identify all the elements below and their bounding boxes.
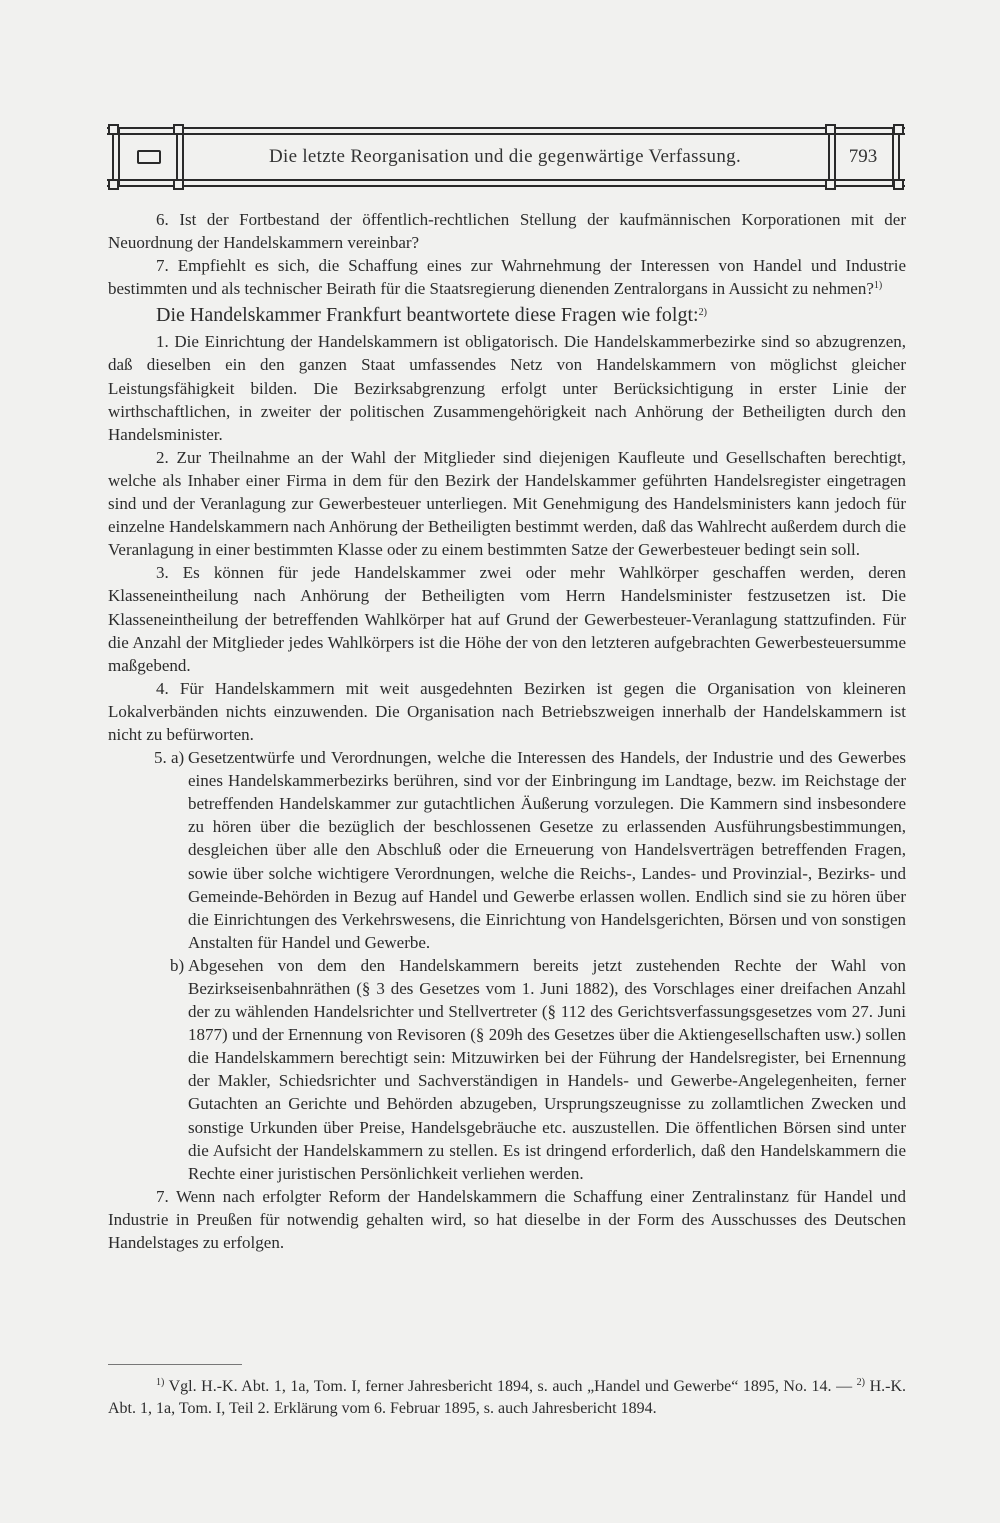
answer-1: 1. Die Einrichtung der Handelskammern ist obligatorisch. Die Handelskammerbezirke sind so abzugrenzen, daß dieselben ein den ganzen Staat umfassendes Netz von Handelskammern von möglichst gleicher Leistungsfähigkeit bilden. Die Bezirksabgrenzung erfolgt unter Berücksichtigung in erster Linie der wirthschaftlichen, in zweiter der politischen Zusammengehörigkeit nach Anhörung der Betheiligten durch den Handelsminister. (108, 332, 906, 444)
footnote-divider (108, 1364, 242, 1365)
footnote-ref-1: 1) (873, 280, 883, 292)
answer-5a (108, 746, 906, 954)
answer-intro-text: Die Handelskammer Frankfurt beantwortete diese Fragen wie folgt: (156, 304, 699, 327)
footnote-2-mark: 2) (856, 1377, 866, 1388)
answer-5a-label: 5. a) (154, 748, 185, 768)
answer-5a-text: Gesetzentwürfe und Verordnungen, welche die Interessen des Handels, der Industrie und des Gewerbes eines Handelskammerbezirks berühren, sind vor der Einbringung im Landtage, bezw. im Reichstage der betreffenden Handelskammer zur gutachtlichen Äußerung vorzulegen. Die Kammern sind insbesondere zu hören über die bezüglich der beschlossenen Gesetze zu erlassenden Ausführungsbestimmungen, desgleichen über alle den Abschluß oder die Erneuerung von Handelsverträgen betreffenden Fragen, sowie über solche wichtigere Verordnungen, welche die Reichs-, Landes- und Provinzial-, Bezirks- und Gemeinde-Behörden in Bezug auf Handel und Gewerbe erlassen wollen. Endlich sind sie zu hören über die Einrichtungen des Verkehrswesens, die Einrichtung von Handelsgerichten, Börsen und von sonstigen Anstalten für Handel und Gewerbe. (188, 748, 906, 952)
question-7 (108, 254, 906, 300)
footnote-ref-2: 2) (698, 307, 707, 319)
question-6 (108, 208, 906, 254)
answer-5b (108, 954, 906, 1185)
footnotes (108, 1376, 906, 1420)
answer-3: 3. Es können für jede Handelskammer zwei oder mehr Wahlkörper geschaffen werden, deren Klasseneintheilung nach Anhörung der Betheiligten vom Herrn Handelsminister festzusetzen ist. Die Klasseneintheilung der betreffenden Wahlkörper hat auf Grund der Gewerbesteuer-Veranlagung stattzufinden. Für die Anzahl der Mitglieder jedes Wahlkörpers ist die Höhe der von den letzteren aufgebrachten Gewerbesteuersumme maßgebend. (108, 563, 906, 675)
footnote-block (108, 1376, 906, 1420)
answer-4: 4. Für Handelskammern mit weit ausgedehnten Bezirken ist gegen die Organisation von kleineren Lokalverbänden nichts einzuwenden. Die Organisation nach Betriebszweigen innerhalb der Handelskammern ist nicht zu befürworten. (108, 678, 906, 744)
footnote-1-mark: 1) (156, 1377, 165, 1388)
answer-intro (108, 303, 906, 328)
footnote-2-text: H.-K. Abt. 1, 1a, Tom. I, Teil 2. Erklärung vom 6. Februar 1895, s. auch Jahresbericht 1894. (108, 1378, 907, 1417)
question-6-text: 6. Ist der Fortbestand der öffentlich-rechtlichen Stellung der kaufmännischen Korporationen mit der Neuordnung der Handelskammern vereinbar? (108, 210, 906, 253)
running-head-title: Die letzte Reorganisation und die gegenwärtige Verfassung. (268, 146, 742, 167)
answer-2: 2. Zur Theilnahme an der Wahl der Mitglieder sind diejenigen Kaufleute und Gesellschaften berechtigt, welche als Inhaber einer Firma in dem für den Bezirk der Handelskammer geführten Handelsregister eingetragen sind und der Veranlagung zur Gewerbesteuer unterliegen. Mit Genehmigung des Handelsministers kann jedoch für einzelne Handelskammern nach Anhörung der Betheiligten bestimmt werden, daß das Wahlrecht außerdem durch die Veranlagung in einer bestimmten Klasse oder zu einem bestimmten Satze der Gewerbesteuer bedingt sein soll. (108, 447, 906, 560)
answer-5b-text: Abgesehen von dem den Handelskammern bereits jetzt zustehenden Rechte der Wahl von Bezirkseisenbahnräthen (§ 3 des Gesetzes vom 1. Juni 1882), des Vorschlages einer dreifachen Anzahl der zu wählenden Handelsrichter und Stellvertreter (§ 112 des Gerichtsverfassungsgesetzes vom 27. Juni 1877) und der Ernennung von Revisoren (§ 209h des Gesetzes über die Aktiengesellschaften usw.) sollen die Handelskammern berechtigt sein: Mitzuwirken bei der Führung der Handelsregister, bei Ernennung der Makler, Schiedsrichter und Sachverständigen in Handels- und Gewerbe-Angelegenheiten, ferner Gutachten an Gerichte und Behörden abzugeben, Ursprungszeugnisse zu zollamtlichen Zwecken und sonstige Urkunden über Preise, Handelsgebräuche etc. auszustellen. Die öffentlichen Börsen sind unter die Aufsicht der Handelskammern zu stellen. Es ist dringend erforderlich, daß den Handelskammern die Rechte einer juristischen Persönlichkeit verliehen werden. (188, 955, 906, 1183)
answer-5b-label: b) (170, 955, 185, 975)
question-7-text: 7. Empfiehlt es sich, die Schaffung eines zur Wahrnehmung der Interessen von Handel und Industrie bestimmten und als technischer Beirath für die Staatsregierung dienenden Zentralorgans in Aussicht zu nehmen? (108, 256, 906, 299)
page-number: 793 (848, 146, 878, 167)
answer-7: 7. Wenn nach erfolgter Reform der Handelskammern die Schaffung einer Zentralinstanz für Handel und Industrie in Preußen für notwendig gehalten wird, so hat dieselbe in der Form des Ausschusses des Deutschen Handelstages zu erfolgen. (108, 1186, 906, 1253)
footnote-1-text: Vgl. H.-K. Abt. 1, 1a, Tom. I, ferner Jahresbericht 1894, s. auch „Handel und Gewerbe“ 1895, No. 14. — (168, 1378, 853, 1395)
main-text (108, 208, 906, 1254)
